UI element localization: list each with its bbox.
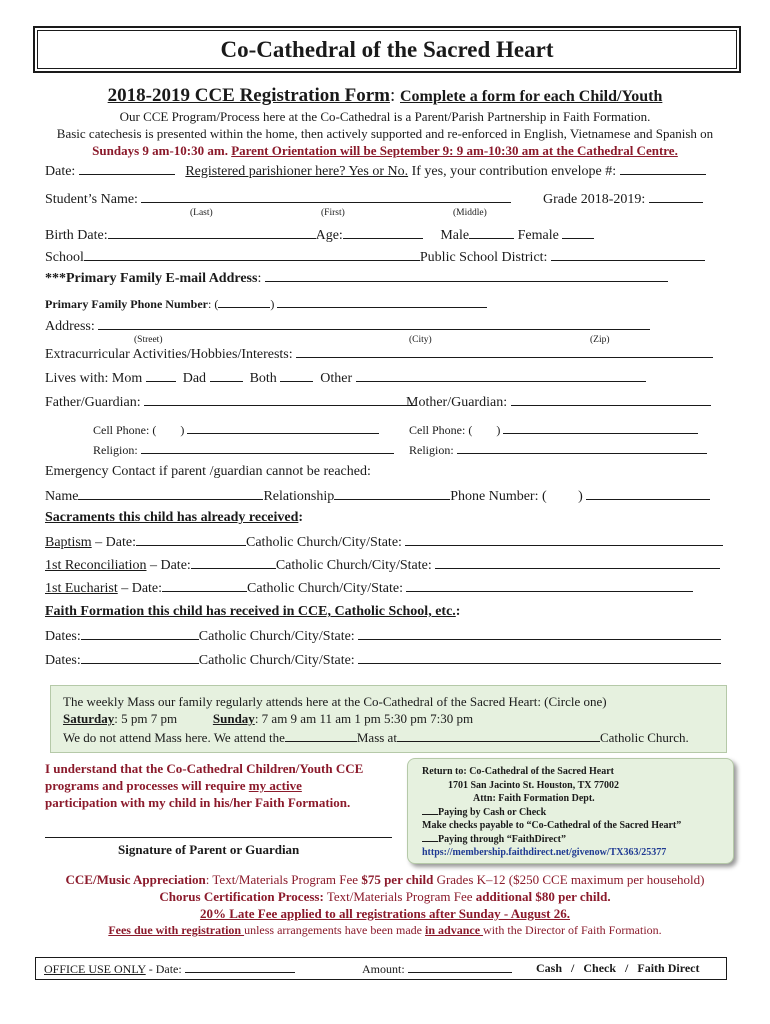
relationship-field[interactable] xyxy=(334,488,450,500)
school-label: School xyxy=(45,250,84,265)
check-option[interactable]: Check xyxy=(583,961,617,975)
extracurricular-row xyxy=(45,346,713,363)
return-line-5: Make checks payable to “Co-Cathedral of the Sacred Heart” xyxy=(422,820,682,831)
office-amount-row xyxy=(362,961,512,977)
reconciliation-church-label: Catholic Church/City/State: xyxy=(275,558,432,573)
area-code-field[interactable] xyxy=(218,296,270,308)
school-field[interactable] xyxy=(84,249,420,261)
return-to-box xyxy=(407,758,734,864)
office-amount-field[interactable] xyxy=(408,961,512,973)
sacraments-heading-colon: : xyxy=(298,510,304,525)
eucharist-date-label: – Date: xyxy=(117,581,163,596)
sub-first: (First) xyxy=(321,208,345,218)
return-line-4: Paying by Cash or Check xyxy=(438,806,547,818)
cash-option[interactable]: Cash xyxy=(536,961,563,975)
cash-check-checkbox[interactable] xyxy=(422,806,438,815)
return-line-6: Paying through “FaithDirect” xyxy=(438,833,566,845)
grade-row xyxy=(543,191,703,208)
dad-field[interactable] xyxy=(210,370,243,382)
father-cell-row xyxy=(93,422,379,438)
reconciliation-row xyxy=(45,557,720,574)
understand-line-2b: my active xyxy=(248,778,302,793)
mother-cell-row xyxy=(409,422,698,438)
mass-at-text: Mass at xyxy=(356,730,397,745)
eucharist-row xyxy=(45,580,693,597)
mother-cell-field[interactable] xyxy=(503,422,698,434)
faith-dates-field-2[interactable] xyxy=(81,652,199,664)
mother-row xyxy=(406,394,711,411)
reconciliation-church-field[interactable] xyxy=(435,557,720,569)
faith-church-field-1[interactable] xyxy=(358,628,721,640)
address-row xyxy=(45,318,650,335)
age-field[interactable] xyxy=(343,227,423,239)
emergency-row xyxy=(45,488,710,505)
mother-religion-field[interactable] xyxy=(457,442,707,454)
phone-paren-open: : ( xyxy=(207,297,219,311)
signature-line[interactable] xyxy=(45,837,392,838)
email-colon: : xyxy=(257,271,262,286)
mass-times-row xyxy=(63,711,473,727)
saturday-times[interactable]: : 5 pm 7 pm xyxy=(114,711,178,726)
understand-line-2 xyxy=(45,777,363,794)
not-attend-text: We do not attend Mass here. We attend the xyxy=(63,730,285,745)
envelope-field[interactable] xyxy=(620,163,706,175)
fees-due-advance: in advance xyxy=(425,923,484,937)
faith-church-field-2[interactable] xyxy=(358,652,721,664)
emergency-name-field[interactable] xyxy=(78,488,263,500)
faith-dates-row-1 xyxy=(45,628,721,645)
eucharist-church-field[interactable] xyxy=(406,580,693,592)
age-label: Age: xyxy=(315,228,343,243)
emergency-name-label: Name xyxy=(45,489,79,504)
father-cell-label: Cell Phone: ( xyxy=(93,423,157,437)
public-school-label: Public School District: xyxy=(419,250,548,265)
grade-field[interactable] xyxy=(649,191,703,203)
understand-line-3: participation with my child in his/her Faith Formation. xyxy=(45,795,351,810)
cce-fee-text-b: Grades K–12 ($250 CCE maximum per household) xyxy=(433,872,705,887)
cce-fee-line xyxy=(0,872,770,888)
other-label: Other xyxy=(320,371,353,386)
form-year-title: 2018-2019 CCE Registration Form xyxy=(107,85,390,106)
understand-statement xyxy=(45,760,363,811)
faith-church-label-2: Catholic Church/City/State: xyxy=(198,653,355,668)
fees-due-label: Fees due with registration xyxy=(108,923,245,937)
phone-field[interactable] xyxy=(277,296,487,308)
office-date-label: - Date: xyxy=(145,962,182,976)
cce-fee-label: CCE/Music Appreciation xyxy=(65,872,206,887)
envelope-label: If yes, your contribution envelope #: xyxy=(411,164,617,179)
public-school-field[interactable] xyxy=(551,249,705,261)
chorus-fee-amount: additional $80 per child. xyxy=(475,889,611,904)
sunday-label: Sunday xyxy=(212,711,255,726)
mother-cell-label: Cell Phone: ( xyxy=(409,423,473,437)
sunday-times: Sundays 9 am-10:30 am. xyxy=(92,143,228,158)
faithdirect-link[interactable]: https://membership.faithdirect.net/givenow/TX363/25377 xyxy=(422,847,667,858)
other-field[interactable] xyxy=(356,370,646,382)
mother-field[interactable] xyxy=(511,394,711,406)
father-label: Father/Guardian: xyxy=(45,395,141,410)
understand-line-1: I understand that the Co-Cathedral Children/Youth CCE xyxy=(45,761,364,776)
late-fee-line: 20% Late Fee applied to all registrations after Sunday - August 26. xyxy=(199,906,571,921)
payment-method-row xyxy=(536,961,699,976)
catholic-church-text: Catholic Church. xyxy=(599,730,689,745)
mass-time-field[interactable] xyxy=(285,730,357,742)
sunday-times[interactable]: : 7 am 9 am 11 am 1 pm 5:30 pm 7:30 pm xyxy=(254,711,474,726)
registered-label: Registered parishioner here? Yes or No. xyxy=(185,164,409,179)
faith-formation-heading-text: Faith Formation this child has received in CCE, Catholic School, etc. xyxy=(45,604,456,619)
faith-dates-label-2: Dates: xyxy=(45,653,81,668)
faith-dates-row-2 xyxy=(45,652,721,669)
father-row xyxy=(45,394,416,411)
signature-label: Signature of Parent or Guardian xyxy=(118,842,300,857)
phone-row xyxy=(45,296,487,312)
sub-street: (Street) xyxy=(134,335,163,345)
cce-fee-text-a: : Text/Materials Program Fee xyxy=(205,872,362,887)
faith-dates-field-1[interactable] xyxy=(81,628,199,640)
intro-line-1: Our CCE Program/Process here at the Co-Cathedral is a Parent/Parish Partnership in Faith Formation. xyxy=(119,109,651,124)
faith-formation-colon: : xyxy=(455,604,461,619)
baptism-row xyxy=(45,534,723,551)
address-field[interactable] xyxy=(98,318,650,330)
chorus-fee-text: Text/Materials Program Fee xyxy=(323,889,476,904)
address-label: Address: xyxy=(45,319,95,334)
phone-label: Primary Family Phone Number xyxy=(45,297,208,311)
extracurricular-label: Extracurricular Activities/Hobbies/Interests: xyxy=(45,347,293,362)
male-field[interactable] xyxy=(469,227,514,239)
office-date-row xyxy=(44,961,295,977)
faith-formation-heading xyxy=(45,604,460,620)
fees-due-line xyxy=(0,923,770,938)
father-religion-field[interactable] xyxy=(141,442,394,454)
student-name-row xyxy=(45,191,511,208)
office-use-box xyxy=(35,957,727,980)
office-date-field[interactable] xyxy=(185,961,295,973)
form-heading xyxy=(0,85,770,107)
male-label: Male xyxy=(440,228,470,243)
sub-last: (Last) xyxy=(190,208,213,218)
sub-city: (City) xyxy=(409,335,432,345)
heading-colon: : xyxy=(389,85,396,106)
date-field[interactable] xyxy=(79,163,175,175)
sacraments-heading-text: Sacraments this child has already received xyxy=(45,510,299,525)
faith-dates-label-1: Dates: xyxy=(45,629,81,644)
mother-label: Mother/Guardian: xyxy=(406,395,508,410)
extracurricular-field[interactable] xyxy=(296,346,713,358)
reconciliation-date-label: – Date: xyxy=(146,558,191,573)
date-row xyxy=(45,163,706,180)
relationship-label: Relationship xyxy=(263,489,335,504)
reconciliation-date-field[interactable] xyxy=(191,557,276,569)
mother-cell-close: ) xyxy=(496,423,501,437)
baptism-date-field[interactable] xyxy=(136,534,246,546)
saturday-label: Saturday xyxy=(63,711,115,726)
father-religion-row xyxy=(93,442,394,458)
not-attend-row xyxy=(63,730,689,746)
both-field[interactable] xyxy=(280,370,313,382)
phone-paren-close: ) xyxy=(270,297,275,311)
birth-date-field[interactable] xyxy=(108,227,316,239)
emergency-phone-field[interactable] xyxy=(586,488,710,500)
chorus-fee-line xyxy=(0,889,770,905)
father-cell-close: ) xyxy=(180,423,185,437)
birth-date-label: Birth Date: xyxy=(45,228,108,243)
grade-label: Grade 2018-2019: xyxy=(543,192,646,207)
sep-2: / xyxy=(625,961,629,975)
title-box xyxy=(33,26,741,73)
baptism-label: Baptism xyxy=(45,535,92,550)
father-field[interactable] xyxy=(144,394,416,406)
fees-due-text-b: with the Director of Faith Formation. xyxy=(483,923,662,937)
form-subtitle: Complete a form for each Child/Youth xyxy=(400,88,663,105)
lives-with-label: Lives with: Mom xyxy=(45,371,143,386)
baptism-date-label: – Date: xyxy=(91,535,136,550)
emergency-label: Emergency Contact if parent /guardian cannot be reached: xyxy=(45,464,371,479)
cce-fee-amount: $75 per child xyxy=(361,872,434,887)
father-cell-field[interactable] xyxy=(187,422,379,434)
school-row xyxy=(45,249,705,266)
email-row xyxy=(45,270,668,287)
office-use-label: OFFICE USE ONLY xyxy=(44,962,146,976)
eucharist-label: 1st Eucharist xyxy=(45,581,118,596)
female-label: Female xyxy=(517,228,559,243)
mother-religion-label: Religion: xyxy=(409,443,454,457)
intro-line-3 xyxy=(0,143,770,159)
father-religion-label: Religion: xyxy=(93,443,138,457)
reconciliation-label: 1st Reconciliation xyxy=(45,558,147,573)
chorus-fee-label: Chorus Certification Process: xyxy=(159,889,324,904)
birth-row xyxy=(45,227,594,244)
eucharist-date-field[interactable] xyxy=(162,580,247,592)
sub-middle: (Middle) xyxy=(453,208,487,218)
baptism-church-label: Catholic Church/City/State: xyxy=(246,535,402,550)
mass-attendance-box xyxy=(50,685,727,753)
mom-field[interactable] xyxy=(146,370,176,382)
page-title: Co-Cathedral of the Sacred Heart xyxy=(220,36,554,62)
other-church-field[interactable] xyxy=(397,730,600,742)
sub-zip: (Zip) xyxy=(590,335,610,345)
dad-label: Dad xyxy=(182,371,207,386)
email-label: ***Primary Family E-mail Address xyxy=(45,271,258,286)
student-name-field[interactable] xyxy=(141,191,511,203)
mass-intro: The weekly Mass our family regularly attends here at the Co-Cathedral of the Sacred Heart: (Circle one) xyxy=(63,694,607,709)
both-label: Both xyxy=(249,371,277,386)
baptism-church-field[interactable] xyxy=(405,534,723,546)
intro-line-2: Basic catechesis is presented within the home, then actively supported and re-enforced in English, Vietnamese and Spanish on xyxy=(56,126,714,141)
sep-1: / xyxy=(571,961,575,975)
office-amount-label: Amount: xyxy=(362,962,405,976)
sacraments-heading xyxy=(45,510,303,526)
faith-church-label-1: Catholic Church/City/State: xyxy=(198,629,355,644)
female-field[interactable] xyxy=(562,227,594,239)
fees-due-text-a: unless arrangements have been made xyxy=(244,923,426,937)
understand-line-2a: programs and processes will require xyxy=(45,778,249,793)
eucharist-church-label: Catholic Church/City/State: xyxy=(247,581,403,596)
faithdirect-checkbox[interactable] xyxy=(422,833,438,842)
email-field[interactable] xyxy=(265,270,668,282)
emergency-phone-label: Phone Number: ( xyxy=(450,489,547,504)
orientation-notice: Parent Orientation will be September 9: 9 am-10:30 am at the Cathedral Centre. xyxy=(231,143,678,158)
date-label: Date: xyxy=(45,164,76,179)
return-line-2: 1701 San Jacinto St. Houston, TX 77002 xyxy=(448,779,619,791)
student-name-label: Student’s Name: xyxy=(45,192,138,207)
return-line-1: Return to: Co-Cathedral of the Sacred Heart xyxy=(422,766,614,777)
faith-direct-option[interactable]: Faith Direct xyxy=(637,961,700,975)
mother-religion-row xyxy=(409,442,707,458)
lives-with-row xyxy=(45,370,646,387)
return-line-3: Attn: Faith Formation Dept. xyxy=(473,793,595,804)
emergency-phone-close: ) xyxy=(578,489,583,504)
